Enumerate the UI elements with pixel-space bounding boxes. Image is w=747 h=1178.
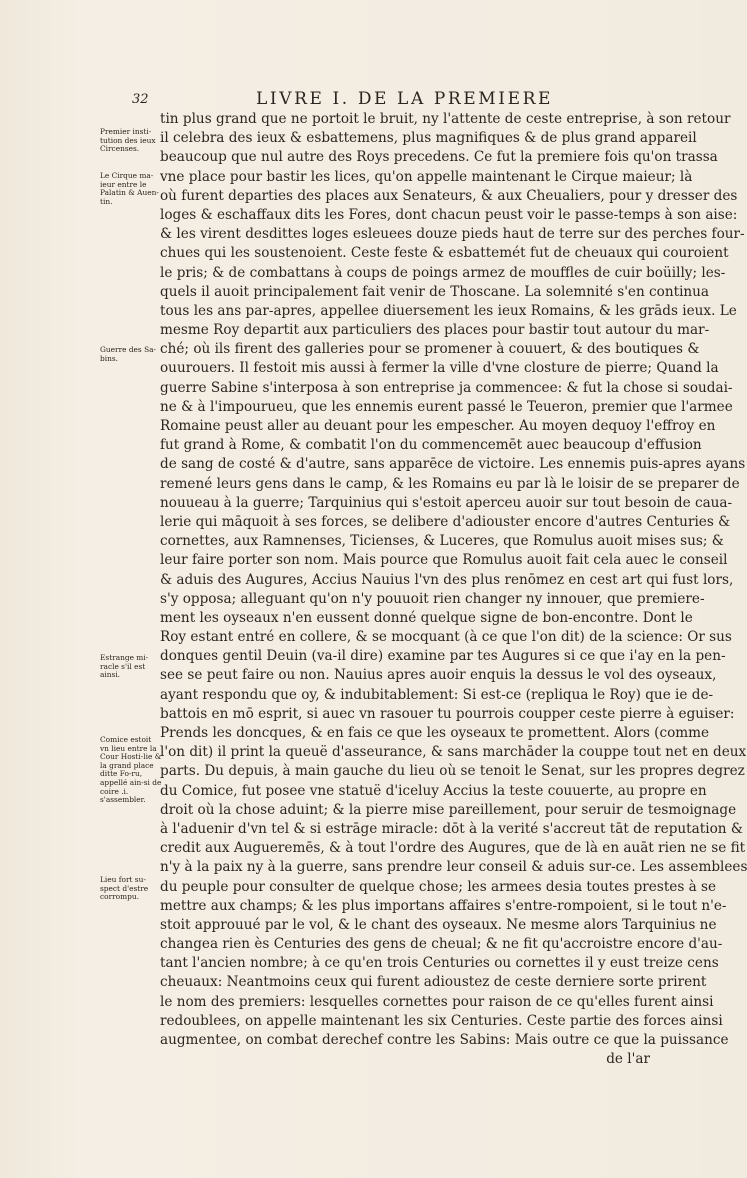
text-line: tant l'ancien nombre; à ce qu'en trois Centuries ou cornettes il y eust treize cens	[160, 955, 719, 972]
text-line: cheuaux: Neantmoins ceux qui furent adioustez de ceste derniere sorte prirent	[160, 974, 707, 991]
page-header	[132, 89, 672, 112]
text-line: quels il auoit principalement fait venir de Thoscane. La solemnité s'en continua	[160, 283, 710, 300]
text-line: remené leurs gens dans le camp, & les Romains eu par là le loisir de se preparer de	[160, 475, 740, 492]
text-line: mettre aux champs; & les plus importans affaires s'entre-rompoient, si le tout n'e-	[160, 897, 727, 914]
text-line: ne & à l'impourueu, que les ennemis eurent passé le Teueron, premier que l'armee	[160, 398, 733, 415]
margin-note: Le Cirque ma-ieur entre le Palatin & Auen-tin.	[100, 171, 159, 206]
text-line: battois en mō esprit, si auec vn rasouer tu pourrois coupper ceste pierre à eguiser:	[160, 705, 735, 722]
margin-note: Estrange mi-racle s'il est ainsi.	[100, 653, 149, 680]
text-line: loges & eschaffaux dits les Fores, dont chacun peust voir le passe-temps à son aise:	[160, 206, 738, 223]
text-line: nouueau à la guerre; Tarquinius qui s'estoit aperceu auoir sur tout besoin de caua-	[160, 494, 733, 511]
text-line: Roy estant entré en collere, & se mocquant (à ce que l'on dit) de la science: Or sus	[160, 629, 732, 646]
catchword: de l'ar	[606, 1051, 650, 1068]
text-line: le nom des premiers: lesquelles cornettes pour raison de ce qu'elles furent ainsi	[160, 993, 714, 1010]
margin-note: Premier insti-tution des ieux Circenses.	[100, 127, 156, 154]
text-line: ayant respondu que oy, & indubitablement: Si est-ce (repliqua le Roy) que ie de-	[160, 686, 714, 703]
text-line: tin plus grand que ne portoit le bruit, ny l'attente de ceste entreprise, à son retour	[160, 111, 731, 127]
text-line: changea rien ès Centuries des gens de cheual; & ne fit qu'accroistre encore d'au-	[160, 936, 723, 953]
text-line: stoit approuué par le vol, & le chant des oyseaux. Ne mesme alors Tarquinius ne	[160, 916, 717, 933]
text-line: see se peut faire ou non. Nauius apres auoir enquis la dessus le vol des oyseaux,	[160, 667, 717, 684]
text-line: ment les oyseaux n'en eussent donné quelque signe de bon-encontre. Dont le	[160, 609, 693, 626]
text-line: Prends les doncques, & en fais ce que les oyseaux te promettent. Alors (comme	[160, 725, 710, 741]
page-number: 32	[132, 92, 149, 107]
text-line: l'on dit) il print la queuë d'asseurance, & sans marchāder la couppe tout net en deux	[160, 744, 747, 761]
text-line: ché; où ils firent des galleries pour se promener à couuert, & des boutiques &	[160, 341, 700, 358]
text-line: Romaine peust aller au deuant pour les empescher. Au moyen dequoy l'effroy en	[160, 418, 716, 434]
margin-note: Guerre des Sa-bins.	[100, 345, 157, 363]
margin-note: Comice estoit vn lieu entre la Cour Hosti-lie & la grand place ditte Fo-ru, appellé ain-si de coire .i. s'assembler.	[100, 735, 162, 805]
text-line: fut grand à Rome, & combatit l'on du commencemēt auec beaucoup d'effusion	[160, 437, 702, 454]
text-line: guerre Sabine s'interposa à son entreprise ja commencee: & fut la chose si soudai-	[160, 379, 733, 396]
text-line: s'y opposa; alleguant qu'on n'y pouuoit rien changer ny innouer, que premiere-	[160, 590, 705, 607]
text-line: & les virent desdittes loges esleuees douze pieds haut de terre sur des perches four-	[160, 226, 745, 243]
text-line: à l'aduenir d'vn tel & si estrāge miracle: dōt à la verité s'accreut tāt de reputation &	[160, 820, 743, 837]
text-line: vne place pour bastir les lices, qu'on appelle maintenant le Cirque maieur; là	[160, 168, 693, 185]
text-line: lerie qui māquoit à ses forces, se delibere d'adiouster encore d'autres Centuries &	[160, 513, 731, 530]
text-line: ouurouers. Il festoit mis aussi à fermer la ville d'vne closture de pierre; Quand la	[160, 360, 719, 377]
text-line: leur faire porter son nom. Mais pource que Romulus auoit fait cela auec le conseil	[160, 552, 728, 569]
text-line: chues qui les soustenoient. Ceste feste & esbattemét fut de cheuaux qui couroient	[160, 245, 729, 262]
text-line: le pris; & de combattans à coups de poings armez de mouffles de cuir boüilly; les-	[160, 264, 726, 281]
text-line: il celebra des ieux & esbattemens, plus magnifiques & de plus grand appareil	[160, 130, 697, 147]
text-line: donques gentil Deuin (va-il dire) examine par tes Augures si ce que i'ay en la pen-	[160, 648, 726, 665]
text-line: du peuple pour consulter de quelque chose; les armees desia toutes prestes à se	[160, 878, 717, 895]
body-text	[160, 110, 747, 1069]
text-line: credit aux Augueremēs, & à tout l'ordre des Augures, que de là en auāt rien ne se fit	[160, 840, 746, 857]
text-line: cornettes, aux Ramnenses, Ticienses, & Luceres, que Romulus auoit mises sus; &	[160, 533, 724, 550]
text-line: droit où la chose aduint; & la pierre mise pareillement, pour seruir de tesmoignage	[160, 801, 737, 818]
text-line: redoublees, on appelle maintenant les six Centuries. Ceste partie des forces ainsi	[160, 1012, 723, 1029]
text-line: mesme Roy departit aux particuliers des places pour bastir tout autour du mar-	[160, 322, 710, 339]
text-line: beaucoup que nul autre des Roys precedens. Ce fut la premiere fois qu'on trassa	[160, 149, 718, 166]
text-line: tous les ans par-apres, appellee diuersement les ieux Romains, & les grāds ieux. Le	[160, 302, 737, 319]
text-line: où furent departies des places aux Senateurs, & aux Cheualiers, pour y dresser des	[160, 187, 738, 204]
margin-note: Lieu fort su-spect d'estre corrompu.	[100, 875, 149, 902]
running-title: LIVRE I. DE LA PREMIERE	[256, 89, 554, 109]
text-line: parts. Du depuis, à main gauche du lieu où se tenoit le Senat, sur les propres degrez	[160, 763, 745, 780]
text-line: du Comice, fut posee vne statuë d'iceluy Accius la teste couuerte, au propre en	[160, 782, 707, 799]
text-line: de sang de costé & d'autre, sans apparēce de victoire. Les ennemis puis-apres ayans	[160, 456, 746, 473]
text-line: augmentee, on combat derechef contre les Sabins: Mais outre ce que la puissance	[160, 1032, 729, 1048]
text-line: & aduis des Augures, Accius Nauius l'vn des plus renōmez en cest art qui fust lors,	[160, 571, 734, 588]
text-line: n'y à la paix ny à la guerre, sans prendre leur conseil & aduis sur-ce. Les assemblees	[160, 859, 747, 876]
